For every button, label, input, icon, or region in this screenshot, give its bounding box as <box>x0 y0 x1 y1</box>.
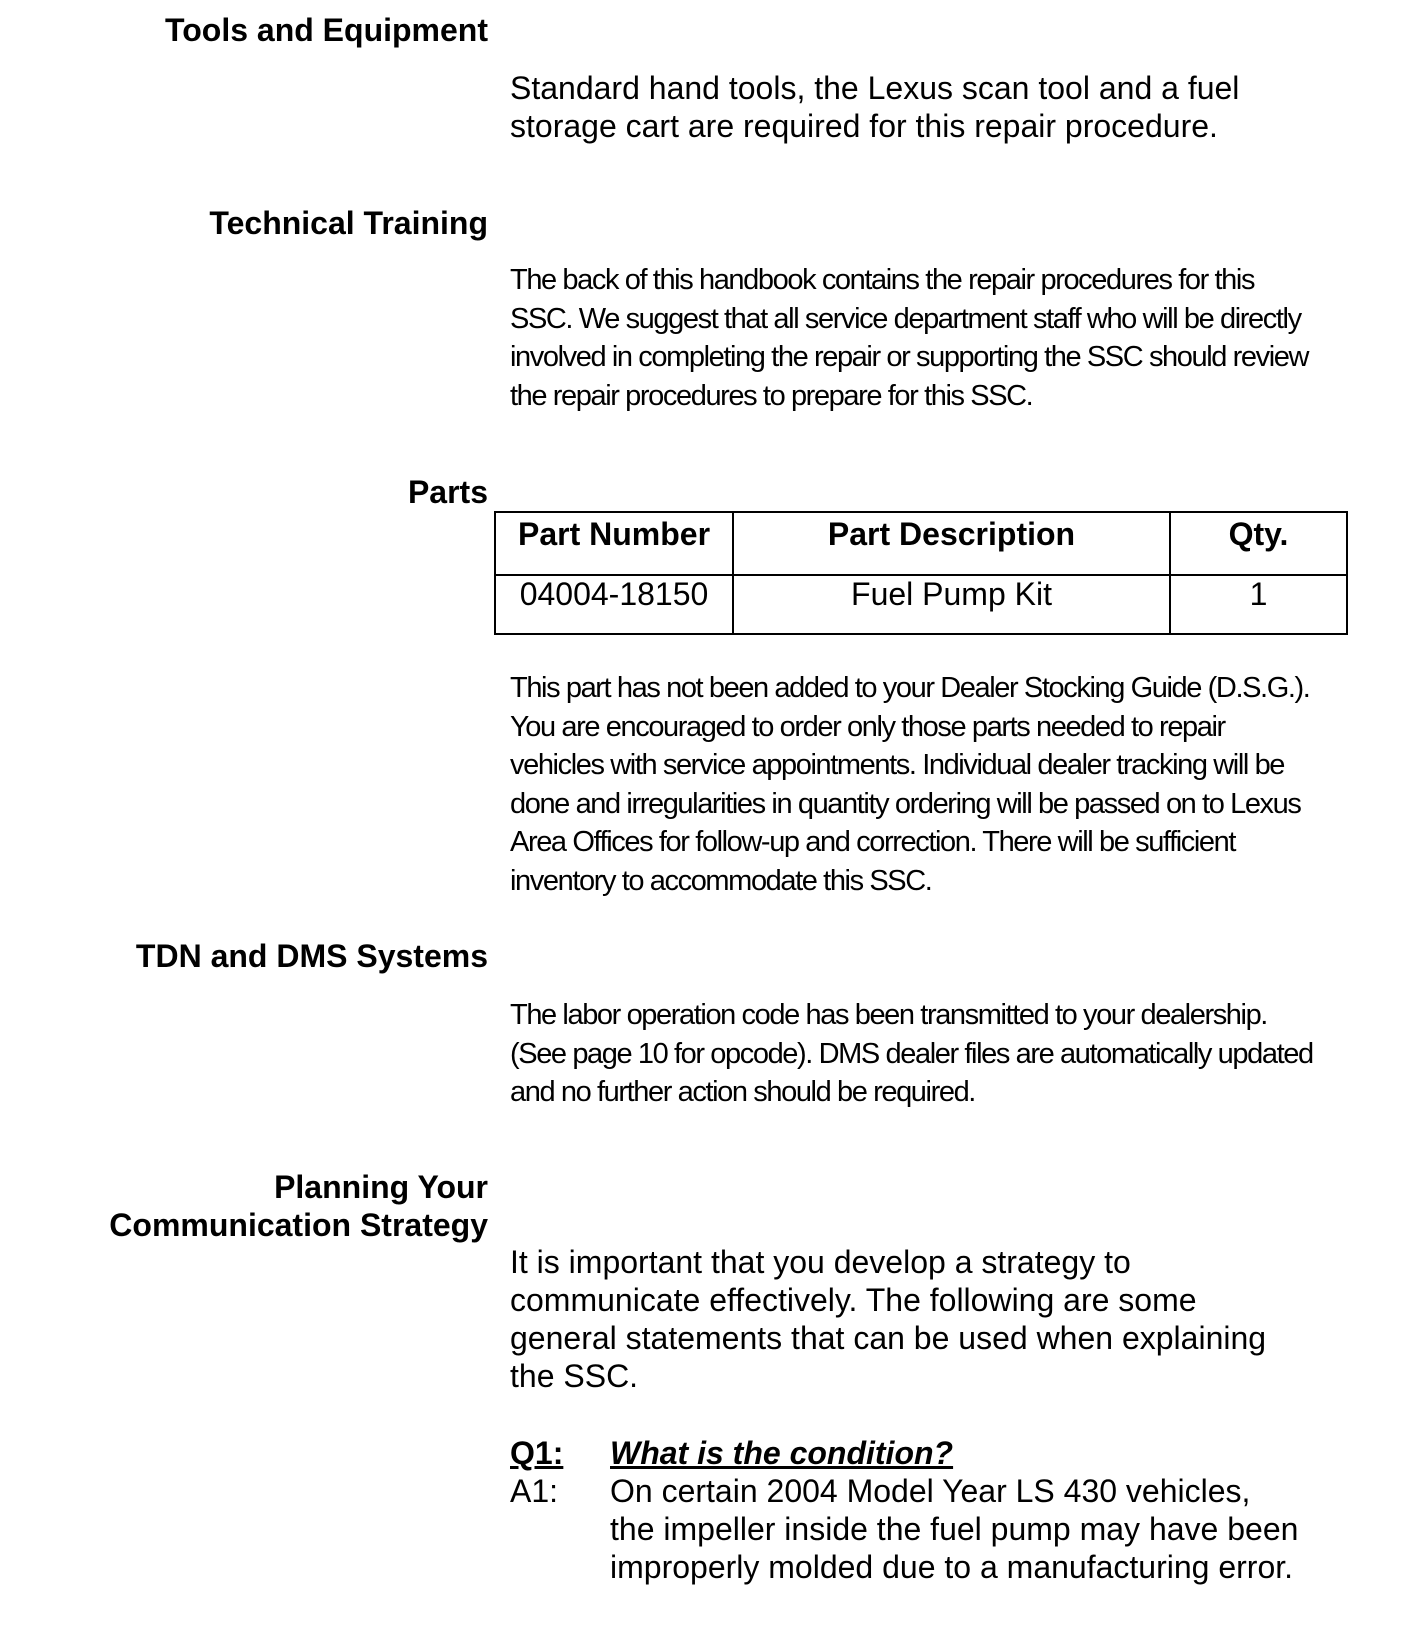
answer-label: A1: <box>510 1473 559 1509</box>
answer-text <box>610 1472 1298 1586</box>
answer-line: improperly molded due to a manufacturing error. <box>610 1549 1294 1585</box>
tools-paragraph <box>510 69 1350 145</box>
parts-note-line: done and irregularities in quantity ordering will be passed on to Lexus <box>510 787 1301 820</box>
heading-tools-and-equipment: Tools and Equipment <box>165 12 488 48</box>
parts-note-line: vehicles with service appointments. Individual dealer tracking will be <box>510 749 1285 781</box>
tdn-paragraph <box>510 996 1370 1112</box>
tdn-line: (See page 10 for opcode). DMS dealer files are automatically updated <box>510 1037 1313 1070</box>
question-label: Q1: <box>510 1435 564 1471</box>
cell-qty: 1 <box>1170 575 1347 634</box>
tools-line: Standard hand tools, the Lexus scan tool and a fuel <box>510 70 1240 106</box>
column-header-part-description: Part Description <box>733 512 1170 575</box>
answer-line: On certain 2004 Model Year LS 430 vehicles, <box>610 1473 1251 1509</box>
parts-note-line: This part has not been added to your Dealer Stocking Guide (D.S.G.). <box>510 672 1310 704</box>
column-header-part-number: Part Number <box>495 512 733 575</box>
question-text: What is the condition? <box>610 1435 954 1471</box>
heading-parts: Parts <box>407 474 488 510</box>
training-line: involved in completing the repair or supporting the SSC should review <box>510 341 1309 373</box>
parts-note-line: Area Offices for follow-up and correction. There will be sufficient <box>510 826 1236 858</box>
heading-line: Communication Strategy <box>109 1207 488 1243</box>
parts-note-line: inventory to accommodate this SSC. <box>510 864 932 897</box>
parts-table <box>494 511 1348 635</box>
heading-line: Planning Your <box>274 1169 488 1205</box>
cell-part-number: 04004-18150 <box>495 575 733 634</box>
parts-note-line: You are encouraged to order only those parts needed to repair <box>510 710 1225 743</box>
column-header-qty: Qty. <box>1170 512 1347 575</box>
tdn-line: and no further action should be required. <box>510 1076 975 1108</box>
answer-row <box>510 1472 1298 1586</box>
heading-technical-training: Technical Training <box>209 205 488 241</box>
answer-line: the impeller inside the fuel pump may have been <box>610 1511 1299 1547</box>
heading-tdn-and-dms-systems: TDN and DMS Systems <box>135 938 488 974</box>
communication-paragraph <box>510 1243 1350 1395</box>
training-line: the repair procedures to prepare for this SSC. <box>510 379 1033 412</box>
table-row <box>495 575 1347 634</box>
parts-table-header-row <box>495 512 1347 575</box>
training-line: The back of this handbook contains the repair procedures for this <box>510 264 1255 296</box>
question-line <box>510 1434 1298 1472</box>
communication-line: the SSC. <box>510 1358 639 1394</box>
parts-note-paragraph <box>510 669 1370 900</box>
communication-line: It is important that you develop a strategy to <box>510 1244 1131 1280</box>
communication-line: general statements that can be used when explaining <box>510 1320 1267 1356</box>
communication-line: communicate effectively. The following are some <box>510 1282 1197 1318</box>
cell-part-description: Fuel Pump Kit <box>733 575 1170 634</box>
heading-communication-strategy <box>109 1168 488 1244</box>
qa-block <box>510 1434 1298 1586</box>
tdn-line: The labor operation code has been transmitted to your dealership. <box>510 999 1267 1031</box>
training-line: SSC. We suggest that all service department staff who will be directly <box>510 302 1301 335</box>
tools-line: storage cart are required for this repair procedure. <box>510 108 1218 144</box>
training-paragraph <box>510 261 1370 415</box>
